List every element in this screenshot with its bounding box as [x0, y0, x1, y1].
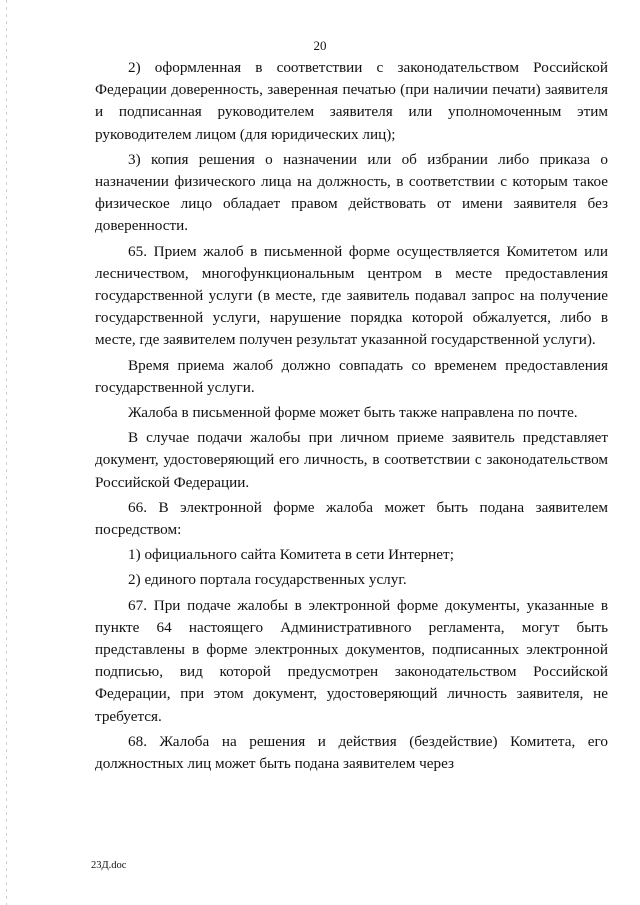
paragraph-item-3: 3) копия решения о назначении или об избрании либо приказа о назначении физического лица на должность, в соответствии с которым такое физическое лицо обладает правом действовать от имени заявителя без доверенности.	[95, 150, 608, 235]
paragraph-reception-time: Время приема жалоб должно совпадать со временем предоставления государственной услуги.	[95, 356, 608, 396]
paragraph-item-2: 2) оформленная в соответствии с законодательством Российской Федерации доверенность, заверенная печатью (при наличии печати) заявителя и подписанная руководителем заявителя или уполномоченным этим руководителем лицом (для юридических лиц);	[95, 59, 608, 143]
paragraph-67: 67. При подаче жалобы в электронной форме документы, указанные в пункте 64 настоящего Административного регламента, могут быть представлены в форме электронных документов, подписанных электронной подписью, вид которой предусмотрен законодательством Российской Федерации, при этом документ, удостоверяющий личность заявителя, не требуется.	[95, 596, 608, 725]
document-body	[95, 57, 608, 778]
scan-edge-line	[6, 0, 7, 905]
paragraph-66-item-1: 1) официального сайта Комитета в сети Интернет;	[128, 546, 454, 564]
paragraph-65: 65. Прием жалоб в письменной форме осуществляется Комитетом или лесничеством, многофункциональным центром в месте предоставления государственной услуги (в месте, где заявитель подавал запрос на получение государственной услуги, нарушение порядка которой обжалуется, либо в месте, где заявителем получен результат указанной государственной услуги).	[95, 242, 608, 349]
paragraph-66: 66. В электронной форме жалоба может быть подана заявителем посредством:	[95, 498, 608, 539]
paragraph-68: 68. Жалоба на решения и действия (бездействие) Комитета, его должностных лиц может быть подана заявителем через	[95, 732, 608, 773]
paragraph-66-item-2: 2) единого портала государственных услуг.	[128, 571, 407, 589]
paragraph-personal-reception: В случае подачи жалобы при личном приеме заявитель представляет документ, удостоверяющий его личность, в соответствии с законодательством Российской Федерации.	[95, 429, 608, 491]
paragraph-postal-complaint: Жалоба в письменной форме может быть также направлена по почте.	[128, 404, 578, 422]
page-number: 20	[313, 38, 327, 53]
footer-filename: 23Д.doc	[91, 860, 127, 871]
